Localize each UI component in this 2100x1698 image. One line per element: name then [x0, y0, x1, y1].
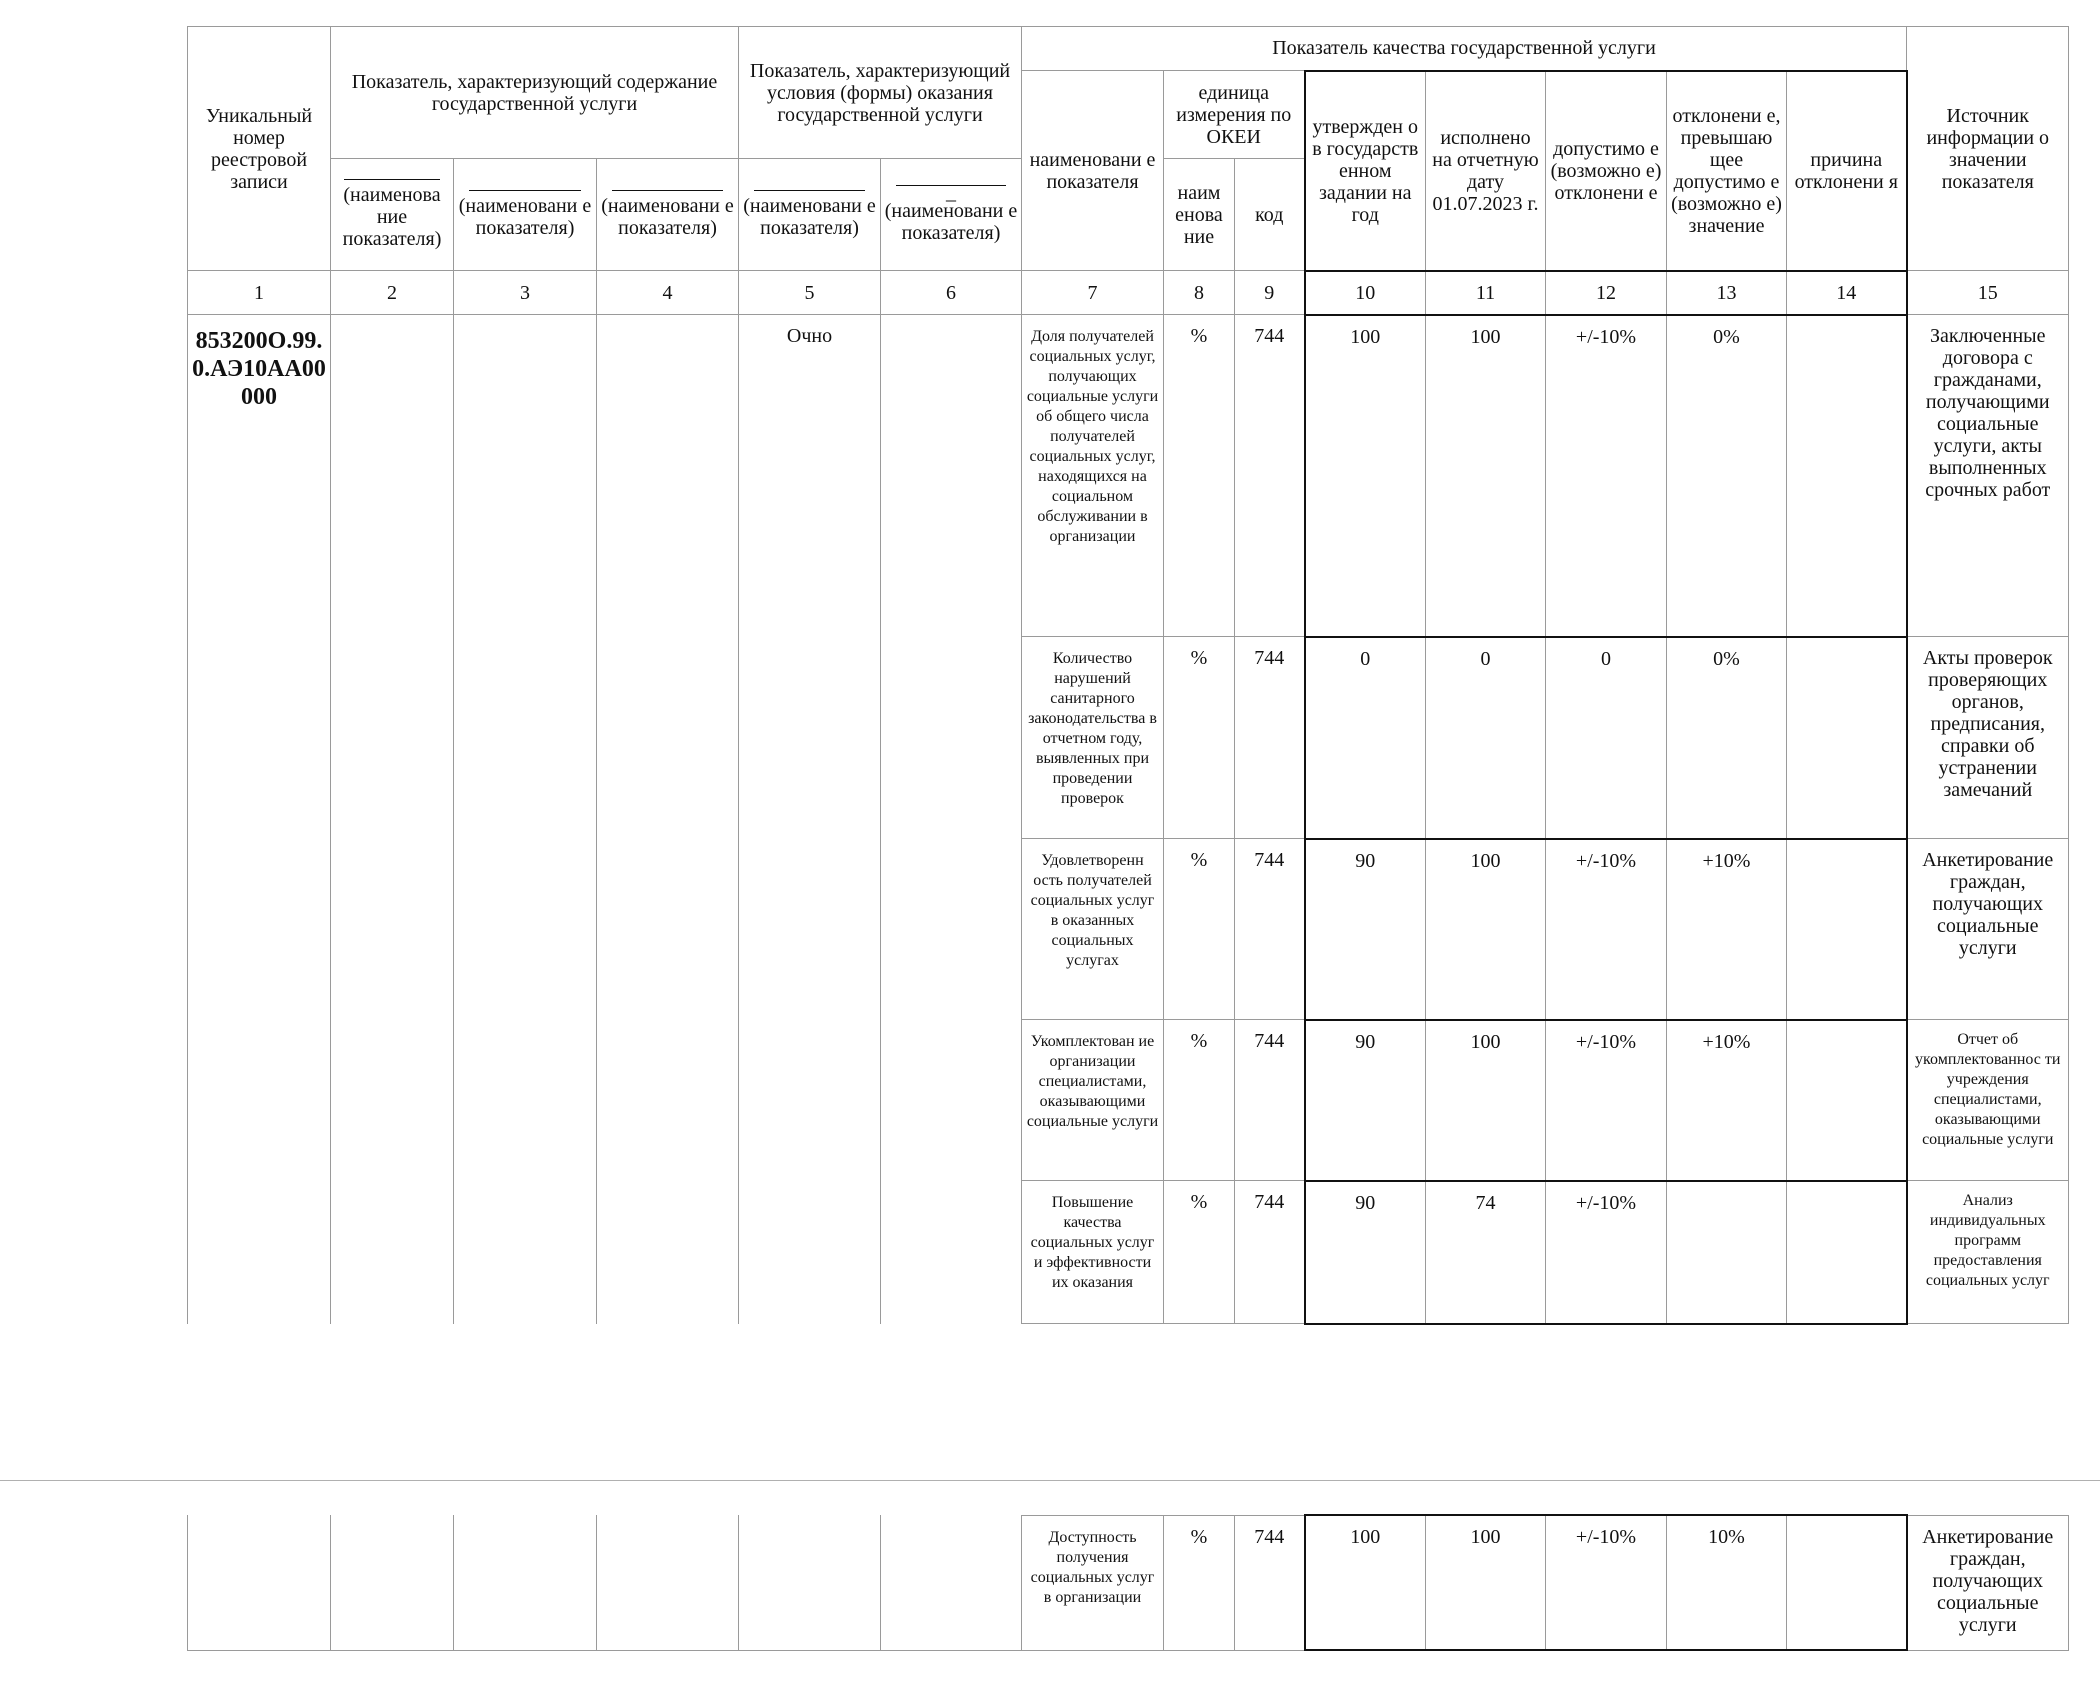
- approved-value: 90: [1305, 839, 1426, 1020]
- header-allowed-deviation: допустимо е (возможно е) отклонени е: [1546, 71, 1667, 271]
- indicator-name: Количество нарушений санитарного законодательства в отчетном году, выявленных при проведении проверок: [1022, 637, 1164, 839]
- column-number: 5: [739, 271, 881, 315]
- column-number: 9: [1235, 271, 1305, 315]
- unit-name: %: [1164, 1020, 1235, 1181]
- unit-name: %: [1164, 839, 1235, 1020]
- empty-cell: [597, 315, 739, 1324]
- exceeding-deviation-value: +10%: [1667, 1020, 1787, 1181]
- column-number: 14: [1787, 271, 1907, 315]
- exceeding-deviation-value: 10%: [1667, 1515, 1787, 1650]
- deviation-reason-value: [1787, 1020, 1907, 1181]
- allowed-deviation-value: +/-10%: [1546, 315, 1667, 637]
- deviation-reason-value: [1787, 1181, 1907, 1324]
- approved-value: 100: [1305, 315, 1426, 637]
- exceeding-deviation-value: +10%: [1667, 839, 1787, 1020]
- indicator-name: Доля получателей социальных услуг, получающих социальные услуги об общего числа получателей социальных услуг, находящихся на социальном обслуживании в организации: [1022, 315, 1164, 637]
- column-number: 11: [1426, 271, 1546, 315]
- unit-code: 744: [1235, 1020, 1305, 1181]
- column-number: 12: [1546, 271, 1667, 315]
- deviation-reason-value: [1787, 1515, 1907, 1650]
- continued-table: [187, 1514, 2069, 1651]
- unit-code: 744: [1235, 637, 1305, 839]
- source-value: Отчет об укомплектованнос ти учреждения специалистами, оказывающими социальные услуги: [1907, 1020, 2069, 1181]
- executed-value: 100: [1426, 839, 1546, 1020]
- column-number: 10: [1305, 271, 1426, 315]
- header-approved: утвержден о в государств енном задании на год: [1305, 71, 1426, 271]
- table-row: [188, 315, 2069, 637]
- executed-value: 100: [1426, 1020, 1546, 1181]
- empty-cell: [881, 315, 1022, 1324]
- empty-cell: [739, 1515, 881, 1650]
- column-number: 2: [331, 271, 454, 315]
- column-number: 3: [454, 271, 597, 315]
- source-value: Анкетирование граждан, получающих социальные услуги: [1907, 839, 2069, 1020]
- header-executed: исполнено на отчетную дату 01.07.2023 г.: [1426, 71, 1546, 271]
- registry-record-code: 853200О.99.0.АЭ10АА00000: [188, 315, 331, 1324]
- unit-code: 744: [1235, 1515, 1305, 1650]
- exceeding-deviation-value: 0%: [1667, 315, 1787, 637]
- deviation-reason-value: [1787, 315, 1907, 637]
- header-unit-group: единица измерения по ОКЕИ: [1164, 71, 1305, 159]
- deviation-reason-value: [1787, 839, 1907, 1020]
- empty-cell: [188, 1515, 331, 1650]
- column-number: 13: [1667, 271, 1787, 315]
- table-row: [188, 1515, 2069, 1650]
- unit-code: 744: [1235, 839, 1305, 1020]
- executed-value: 74: [1426, 1181, 1546, 1324]
- page-break-divider: [0, 1480, 2100, 1481]
- unit-code: 744: [1235, 1181, 1305, 1324]
- executed-value: 100: [1426, 315, 1546, 637]
- exceeding-deviation-value: 0%: [1667, 637, 1787, 839]
- column-number: 8: [1164, 271, 1235, 315]
- indicator-name: Повышение качества социальных услуг и эффективности их оказания: [1022, 1181, 1164, 1324]
- executed-value: 100: [1426, 1515, 1546, 1650]
- header-unique-number: Уникальный номер реестровой записи: [188, 27, 331, 271]
- header-exceeding-deviation: отклонени е, превышаю щее допустимо е (возможно е) значение: [1667, 71, 1787, 271]
- header-conditions-group: Показатель, характеризующий условия (формы) оказания государственной услуги: [739, 27, 1022, 159]
- subheader-col6: _ (наименовани е показателя): [881, 159, 1022, 271]
- empty-cell: [881, 1515, 1022, 1650]
- subheader-col2: (наименова ние показателя): [331, 159, 454, 271]
- subheader-col3: (наименовани е показателя): [454, 159, 597, 271]
- allowed-deviation-value: +/-10%: [1546, 1020, 1667, 1181]
- column-number: 1: [188, 271, 331, 315]
- approved-value: 90: [1305, 1020, 1426, 1181]
- unit-name: %: [1164, 1181, 1235, 1324]
- executed-value: 0: [1426, 637, 1546, 839]
- indicator-name: Доступность получения социальных услуг в организации: [1022, 1515, 1164, 1650]
- source-value: Акты проверок проверяющих органов, предписания, справки об устранении замечаний: [1907, 637, 2069, 839]
- header-unit-code: код: [1235, 159, 1305, 271]
- column-number: 7: [1022, 271, 1164, 315]
- header-unit-name: наим енова ние: [1164, 159, 1235, 271]
- column-number: 15: [1907, 271, 2069, 315]
- approved-value: 90: [1305, 1181, 1426, 1324]
- column-number-row: [188, 271, 2069, 315]
- indicator-name: Укомплектован ие организации специалистами, оказывающими социальные услуги: [1022, 1020, 1164, 1181]
- subheader-col5: (наименовани е показателя): [739, 159, 881, 271]
- empty-cell: [331, 1515, 454, 1650]
- header-indicator-name: наименовани е показателя: [1022, 71, 1164, 271]
- unit-code: 744: [1235, 315, 1305, 637]
- empty-cell: [454, 315, 597, 1324]
- approved-value: 0: [1305, 637, 1426, 839]
- empty-cell: [597, 1515, 739, 1650]
- header-quality-group: Показатель качества государственной услуги: [1022, 27, 1907, 71]
- approved-value: 100: [1305, 1515, 1426, 1650]
- header-source: Источник информации о значении показателя: [1907, 27, 2069, 271]
- allowed-deviation-value: 0: [1546, 637, 1667, 839]
- source-value: Заключенные договора с гражданами, получающими социальные услуги, акты выполненных срочных работ: [1907, 315, 2069, 637]
- unit-name: %: [1164, 1515, 1235, 1650]
- empty-cell: [454, 1515, 597, 1650]
- subheader-col4: (наименовани е показателя): [597, 159, 739, 271]
- unit-name: %: [1164, 315, 1235, 637]
- column-number: 4: [597, 271, 739, 315]
- service-form: Очно: [739, 315, 881, 1324]
- quality-indicators-table: [187, 26, 2069, 1325]
- indicator-name: Удовлетворенн ость получателей социальных услуг в оказанных социальных услугах: [1022, 839, 1164, 1020]
- allowed-deviation-value: +/-10%: [1546, 1181, 1667, 1324]
- source-value: Анализ индивидуальных программ предоставления социальных услуг: [1907, 1181, 2069, 1324]
- source-value: Анкетирование граждан, получающих социальные услуги: [1907, 1515, 2069, 1650]
- allowed-deviation-value: +/-10%: [1546, 839, 1667, 1020]
- empty-cell: [331, 315, 454, 1324]
- unit-name: %: [1164, 637, 1235, 839]
- deviation-reason-value: [1787, 637, 1907, 839]
- header-deviation-reason: причина отклонени я: [1787, 71, 1907, 271]
- exceeding-deviation-value: [1667, 1181, 1787, 1324]
- header-content-group: Показатель, характеризующий содержание государственной услуги: [331, 27, 739, 159]
- column-number: 6: [881, 271, 1022, 315]
- allowed-deviation-value: +/-10%: [1546, 1515, 1667, 1650]
